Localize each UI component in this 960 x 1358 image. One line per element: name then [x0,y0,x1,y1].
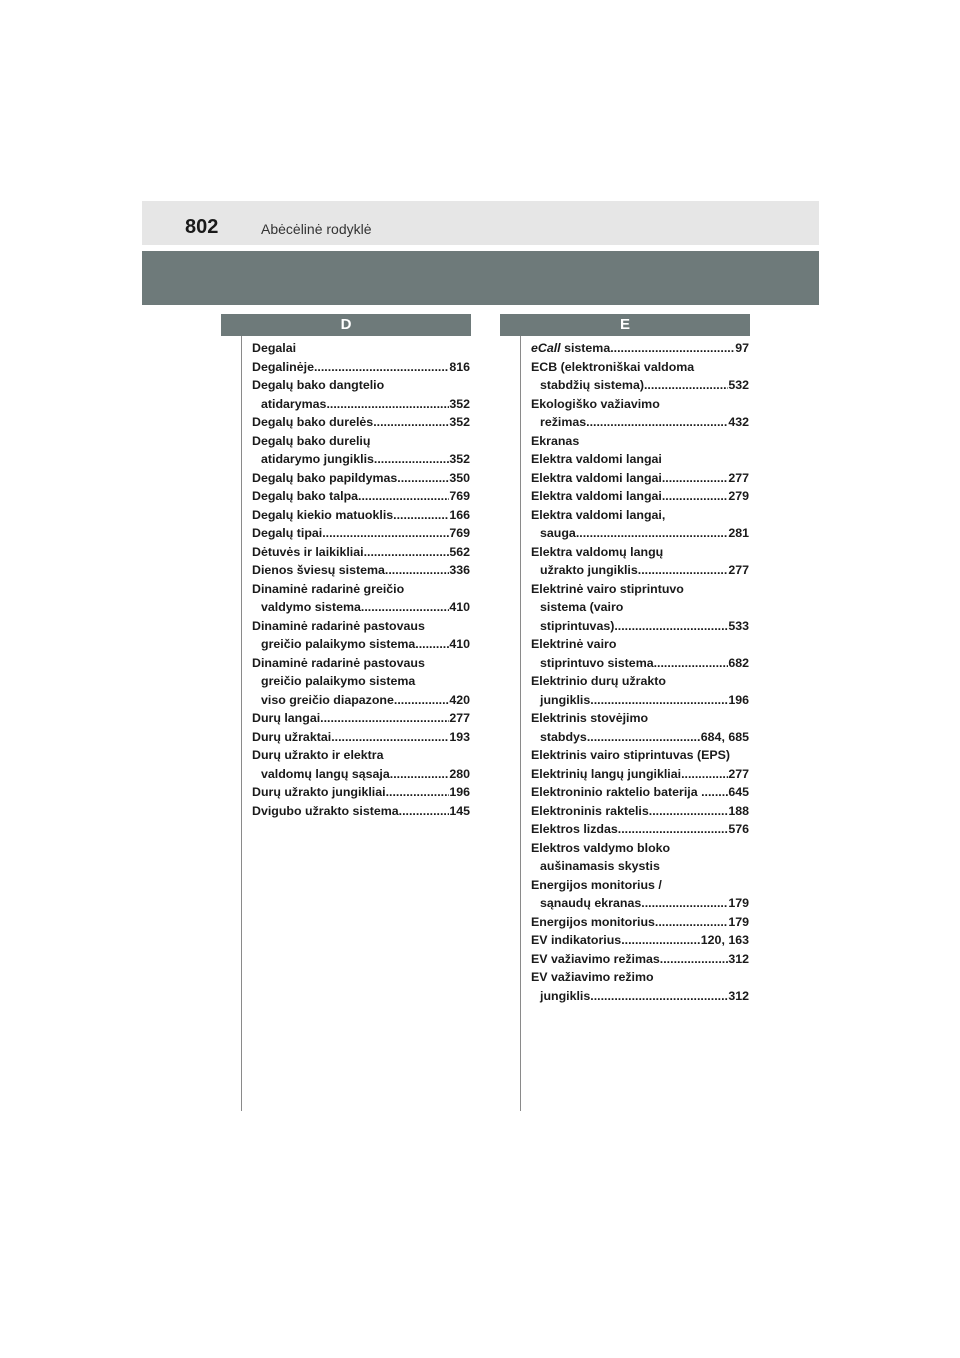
index-column-e [531,339,749,1005]
leader-dots [638,561,729,580]
index-entry-line [531,765,749,784]
index-entry [531,580,749,636]
entry-term: Degalų bako papildymas [252,470,398,485]
page-title: Abėcėlinė rodyklė [261,221,372,237]
entry-term: Ekologiško važiavimo [531,396,660,411]
page-reference: 682 [728,655,749,670]
index-entry-line [531,931,749,950]
page-reference: 196 [449,785,470,799]
page-reference: 420 [449,692,470,707]
entry-term: Elektra valdomi langai [531,470,662,485]
index-entry [531,968,749,1005]
index-entry-line [252,598,470,617]
index-entry-line [252,432,470,451]
index-entry-line [531,450,749,469]
index-entry-line [252,561,470,580]
page-reference: 352 [449,415,470,429]
index-entry [252,617,470,654]
leader-dots [386,783,450,802]
leader-dots [331,728,449,747]
index-entry [531,839,749,876]
entry-term: Durų langai [252,711,321,725]
entry-term: Elektra valdomų langų [531,544,664,559]
index-entry-line [531,617,749,636]
entry-term: režimas [540,415,587,429]
index-entry-line [531,506,749,525]
section-letter-d: D [221,314,471,336]
index-entry [252,654,470,710]
index-entry-line [531,987,749,1006]
leader-dots [361,598,449,617]
index-entry [531,506,749,543]
index-entry-line [531,709,749,728]
page-reference: 576 [728,822,749,836]
index-entry [252,506,470,525]
entry-term: Durų užraktai [252,729,332,744]
page-reference: 336 [449,563,470,577]
leader-dots [644,376,728,395]
page-reference: 277 [728,766,749,781]
index-entry [252,524,470,543]
page-reference: 769 [449,489,470,503]
page-reference: 166 [449,507,470,522]
leader-dots [610,339,735,358]
entry-term: valdomų langų sąsaja [261,766,390,781]
index-entry-line [531,654,749,673]
entry-term: Elektrinė vairo stiprintuvo [531,581,684,596]
leader-dots [708,783,728,802]
index-entry [531,876,749,913]
entry-term: Degalų kiekio matuoklis [252,507,394,522]
index-entry [531,765,749,784]
entry-term: sistema (vairo [540,600,624,614]
index-entry-line [252,783,470,802]
entry-term: Degalų bako durelės [252,415,374,429]
entry-term: stabdys [540,729,587,744]
index-entry-line [531,339,749,358]
page-reference: 432 [728,415,749,429]
page-reference: 179 [728,914,749,929]
entry-term: sauga [540,526,576,540]
section-letter-e: E [500,314,750,336]
index-entry-line [252,395,470,414]
entry-term: Degalų bako talpa [252,489,359,503]
leader-dots [373,413,449,432]
leader-dots [399,802,450,821]
index-entry-line [252,765,470,784]
index-entry-line [531,469,749,488]
leader-dots [621,931,701,950]
index-entry [252,802,470,821]
leader-dots [358,487,449,506]
leader-dots [681,765,728,784]
entry-term: Elektra valdomi langai, [531,507,666,522]
entry-term: Durų užrakto jungikliai [252,785,386,799]
index-entry [252,561,470,580]
header-band [142,251,819,305]
entry-term: ECB (elektroniškai valdoma [531,359,695,374]
index-entry [531,469,749,488]
page-reference: 120, 163 [700,933,749,947]
page-reference: 684, 685 [700,729,749,744]
index-entry-line [252,413,470,432]
entry-term: Dinaminė radarinė greičio [252,581,405,596]
entry-term: Energijos monitorius [531,914,655,929]
index-entry-line [252,524,470,543]
index-entry [531,950,749,969]
page-reference: 350 [449,470,470,485]
leader-dots [426,635,450,654]
index-entry [252,580,470,617]
leader-dots [618,820,729,839]
page-reference: 196 [728,692,749,707]
entry-term: Degalinėje [252,359,314,374]
entry-term [531,339,610,358]
page-reference: 277 [728,563,749,577]
entry-term: Elektroninis raktelis [531,803,649,818]
index-entry-line [252,469,470,488]
entry-term: greičio palaikymo sistema [261,674,416,688]
index-entry-line [252,376,470,395]
page-reference: 352 [449,396,470,411]
page-reference: 645 [728,785,749,799]
entry-term: Dienos šviesų sistema [252,563,385,577]
index-entry-line [252,339,470,358]
index-entry-line [252,543,470,562]
leader-dots [393,506,449,525]
entry-term: Degalų bako durelių [252,433,371,448]
index-entry-line [531,672,749,691]
entry-term: atidarymas [261,396,327,411]
entry-term: Degalų bako dangtelio [252,378,385,392]
entry-term: stiprintuvas) [540,618,615,633]
leader-dots [397,469,449,488]
index-entry-line [531,598,749,617]
page-reference: 312 [728,988,749,1003]
entry-term: stiprintuvo sistema [540,655,654,670]
index-entry-line [531,746,749,765]
index-entry [531,543,749,580]
index-entry [531,820,749,839]
index-entry [252,376,470,413]
page-reference: 277 [728,470,749,485]
index-entry [531,358,749,395]
index-entry [252,469,470,488]
index-column-d [252,339,470,820]
index-entry [531,709,749,746]
leader-dots [314,358,449,377]
entry-term: aušinamasis skystis [540,859,660,873]
leader-dots [641,894,728,913]
leader-dots [576,524,729,543]
entry-term: EV indikatorius [531,933,622,947]
leader-dots [326,395,449,414]
page-reference: 816 [449,359,470,374]
index-entry [252,746,470,783]
index-entry-line [531,857,749,876]
page-reference: 532 [728,378,749,392]
index-entry-line [531,820,749,839]
index-entry-line [531,950,749,969]
index-entry-line [252,691,470,710]
index-entry-line [252,728,470,747]
index-entry [252,358,470,377]
entry-term: Elektra valdomi langai [531,452,662,466]
index-entry-line [531,913,749,932]
index-entry [531,487,749,506]
index-entry-line [531,487,749,506]
entry-term-italic: eCall [531,341,561,355]
index-entry [531,635,749,672]
index-entry [531,913,749,932]
index-entry [531,450,749,469]
index-entry-line [531,358,749,377]
index-entry-line [531,561,749,580]
page-reference: 280 [449,766,470,781]
entry-term: Elektrinis vairo stiprintuvas (EPS) [531,748,731,762]
page-reference: 352 [449,452,470,466]
page-reference: 188 [728,803,749,818]
leader-dots [394,691,449,710]
page-reference: 145 [449,803,470,818]
index-entry-line [531,876,749,895]
entry-term: valdymo sistema [261,600,361,614]
entry-term: atidarymo jungiklis [261,452,374,466]
index-entry-line [531,580,749,599]
column-rule-e [520,336,521,1111]
index-entry [252,432,470,469]
index-entry-line [531,524,749,543]
page-reference: 193 [449,729,470,744]
page-reference: 281 [728,526,749,540]
index-entry-line [531,635,749,654]
entry-term: jungiklis [540,692,591,707]
entry-term: Dinaminė radarinė pastovaus [252,655,425,670]
entry-term: Degalų tipai [252,526,323,540]
index-entry-line [531,376,749,395]
entry-term: Elektros lizdas [531,822,618,836]
leader-dots [662,487,728,506]
index-entry-line [531,395,749,414]
leader-dots [655,913,728,932]
leader-dots [660,950,729,969]
entry-term-rest: sistema [560,341,611,355]
entry-term: Durų užrakto ir elektra [252,748,384,762]
entry-term: Elektra valdomi langai [531,489,662,503]
index-entry-line [252,358,470,377]
page-reference: 312 [728,951,749,966]
entry-term: Energijos monitorius / [531,877,662,892]
index-entry [531,931,749,950]
entry-term: Elektrinė vairo [531,637,617,651]
index-entry-line [531,783,749,802]
page-reference: 179 [728,896,749,910]
index-entry-line [252,709,470,728]
index-entry-line [531,968,749,987]
index-entry-line [531,839,749,858]
index-entry-line [252,487,470,506]
entry-term: stabdžių sistema) [540,378,644,392]
index-entry [531,783,749,802]
index-entry-line [252,580,470,599]
page-reference: 277 [449,711,470,725]
index-entry-line [252,672,470,691]
leader-dots [586,413,728,432]
index-entry [531,672,749,709]
entry-term: Elektrinių langų jungikliai [531,766,682,781]
index-entry-line [531,543,749,562]
index-entry-line [531,802,749,821]
entry-term: sąnaudų ekranas [540,896,642,910]
index-entry [252,709,470,728]
index-entry [252,413,470,432]
index-entry [531,432,749,451]
leader-dots [590,987,728,1006]
index-entry-line [252,654,470,673]
index-entry-line [252,635,470,654]
entry-term: užrakto jungiklis [540,563,638,577]
leader-dots [385,561,449,580]
entry-term: Dėtuvės ir laikikliai [252,544,364,559]
entry-term: Elektroninio raktelio baterija .. [531,785,708,799]
index-entry [531,802,749,821]
index-entry-line [252,746,470,765]
page-reference: 279 [728,489,749,503]
leader-dots [374,450,449,469]
index-entry [252,728,470,747]
leader-dots [662,469,728,488]
entry-term: viso greičio diapazone [261,692,394,707]
header-bar [142,201,819,245]
entry-term: Elektros valdymo bloko [531,840,671,855]
index-entry [252,783,470,802]
index-entry-line [252,450,470,469]
entry-term: EV važiavimo režimo [531,970,654,984]
index-entry-line [531,728,749,747]
index-entry-line [531,894,749,913]
entry-term: Dvigubo užrakto sistema [252,803,399,818]
page-reference: 410 [449,637,470,651]
index-entry [531,339,749,358]
entry-term: Dinaminė radarinė pastovaus [252,618,425,633]
page-number: 802 [185,216,219,238]
leader-dots [649,802,729,821]
entry-term: greičio palaikymo sistema... [261,637,426,651]
page-reference: 410 [449,600,470,614]
entry-term: Elektrinis stovėjimo [531,711,649,725]
page-reference: 562 [449,544,470,559]
leader-dots [322,524,449,543]
index-entry [252,543,470,562]
index-entry-line [531,432,749,451]
index-entry-line [252,802,470,821]
index-entry-line [252,617,470,636]
leader-dots [390,765,450,784]
entry-term: Ekranas [531,433,580,448]
page-reference: 769 [449,526,470,540]
index-entry [252,487,470,506]
entry-term: jungiklis [540,988,591,1003]
entry-term: EV važiavimo režimas [531,951,660,966]
leader-dots [587,728,701,747]
column-rule-d [241,336,242,1111]
entry-term: Degalai [252,341,297,355]
leader-dots [654,654,729,673]
index-entry [531,395,749,432]
index-entry [252,339,470,358]
leader-dots [364,543,450,562]
leader-dots [320,709,449,728]
index-entry [531,746,749,765]
index-entry-line [531,691,749,710]
page-reference: 97 [735,341,749,355]
leader-dots [590,691,728,710]
index-entry-line [252,506,470,525]
entry-term: Elektrinio durų užrakto [531,674,666,688]
page-reference: 533 [728,618,749,633]
leader-dots [614,617,728,636]
index-entry-line [531,413,749,432]
